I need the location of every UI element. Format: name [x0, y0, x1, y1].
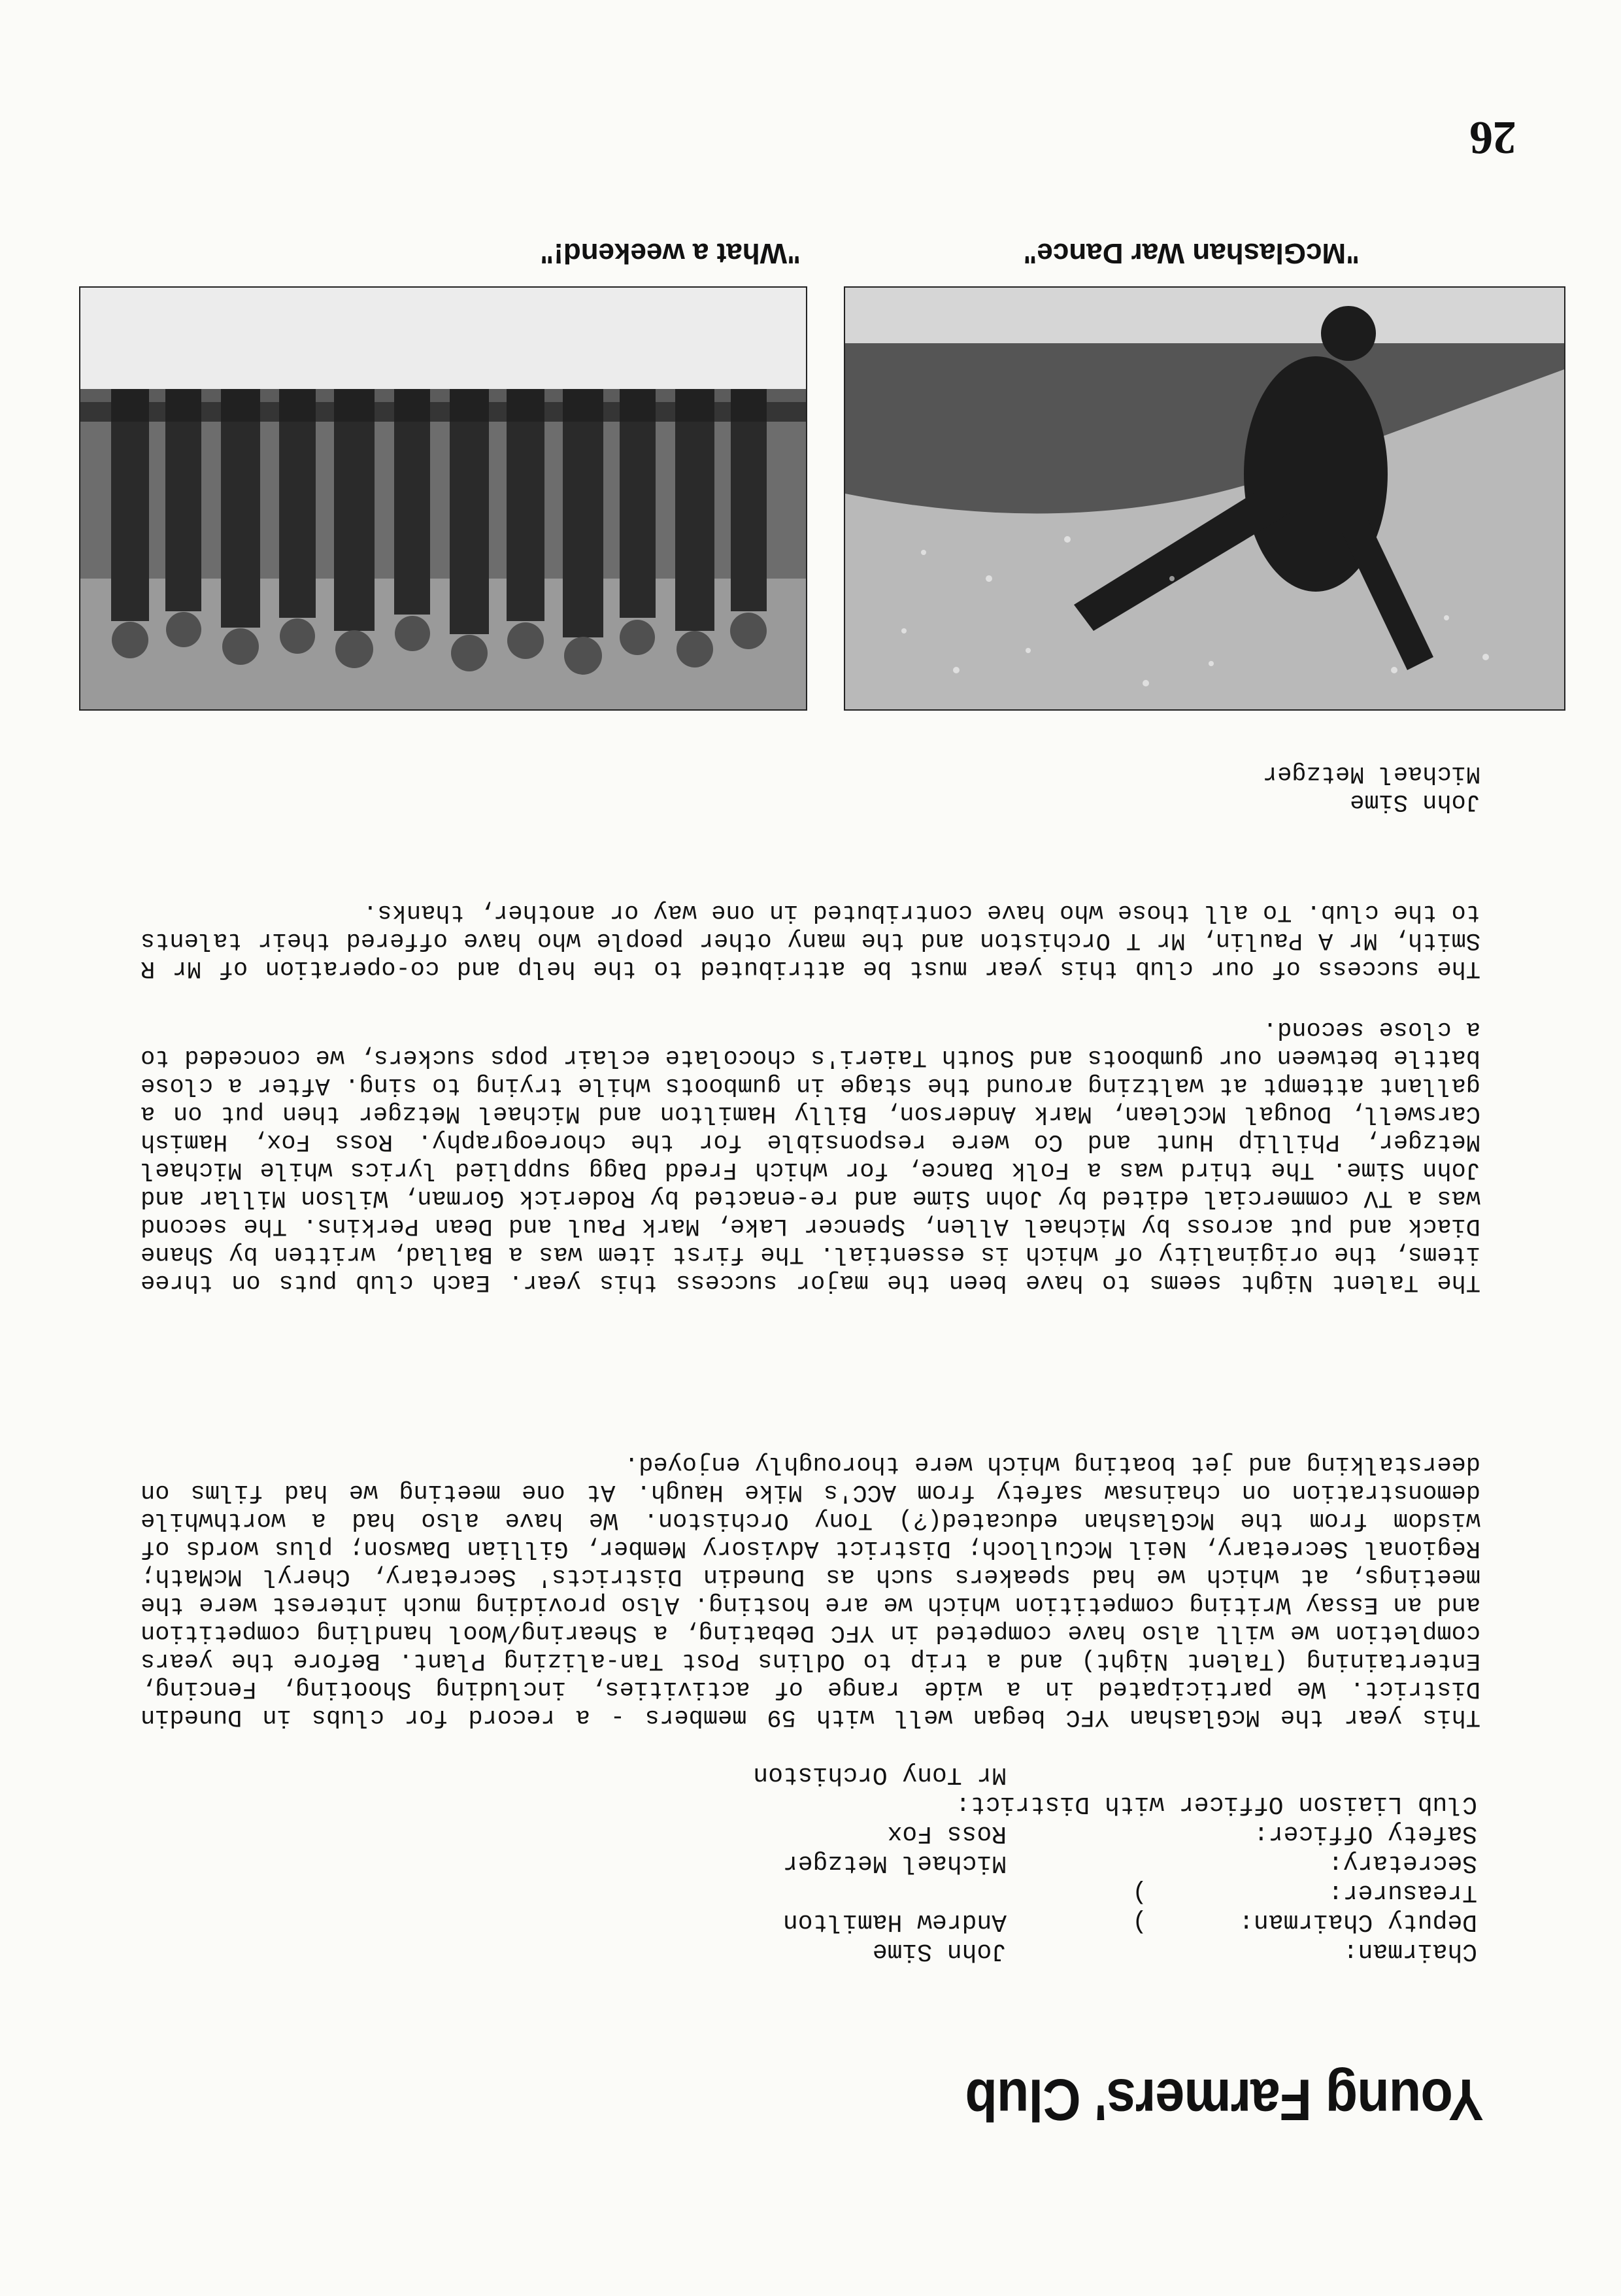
officer-row	[497, 1848, 1477, 1878]
officer-row	[497, 1760, 1477, 1789]
officers-list	[497, 1760, 1477, 1966]
officer-name: Andrew Hamilton	[782, 1908, 1007, 1936]
signoff-name: John Sime	[1350, 788, 1480, 815]
officer-role: Secretary:	[1328, 1849, 1477, 1877]
page-number: 26	[1469, 112, 1516, 164]
bracket: )	[1132, 1908, 1147, 1936]
officer-role: Club Liaison Officer with District:	[955, 1790, 1477, 1818]
officer-role: Safety Officer:	[1253, 1819, 1477, 1848]
officer-name: Mr Tony Orchiston	[753, 1761, 1007, 1789]
officer-name: John Sime	[872, 1937, 1007, 1965]
group-photo	[79, 286, 807, 711]
officer-row	[497, 1907, 1477, 1936]
bracket: )	[1132, 1878, 1147, 1906]
photo-caption: "McGlashan War Dance"	[1023, 237, 1360, 269]
officer-role: Chairman:	[1343, 1937, 1477, 1965]
signoff	[1263, 759, 1480, 815]
dance-photo	[844, 286, 1565, 711]
paragraph-talent-night: The Talent Night seems to have been the major success this year. Each club puts on three items, the originality of which is essential. The first item was a Ballad, written by Shane Diack and put across by Michael Allen, Spencer Lake, Mark Paul and Dean Perkins. The second was a TV commercial edited by John Sime and re-enacted by Roderick Gorman, Wilson Millar and John Sime. The third was a Folk Dance, for which Fredd Dagg supplied lyrics while Michael Metzger, Phillip Hunt and Co were responsible for the choreography. Ross Fox, Hamish Carswell, Dougal McClean, Mark Anderson, Billy Hamilton and Michael Metzger then put on a gallant attempt at waltzing around the stage in gumboots while trying to sing. After a close battle between our gumboots and South Taieri's chocolate eclair pops suckers, we conceded to a close second.	[141, 1015, 1480, 1296]
dance-photo-image	[845, 288, 1564, 709]
officer-name: Ross Fox	[887, 1819, 1007, 1848]
officer-row	[497, 1819, 1477, 1848]
officer-role: Deputy Chairman:	[1239, 1908, 1477, 1936]
officer-row	[497, 1936, 1477, 1966]
group-photo-image	[80, 288, 806, 709]
photo-caption: "What a weekend!"	[540, 237, 801, 269]
officer-role: Treasurer:	[1328, 1878, 1477, 1906]
signoff-name: Michael Metzger	[1262, 760, 1480, 787]
page-title: Young Farmers' Club	[965, 2067, 1484, 2132]
officer-row	[497, 1789, 1477, 1819]
officer-name: Michael Metzger	[782, 1849, 1007, 1877]
paragraph-activities: This year the McGlashan YFC began well with 59 members - a record for clubs in Dunedin District. We participated in a wide range of activities, including Shooting, Fencing, Entertaining (Talent Night) and a trip to Odlins Post Tan-alizing Plant. Before the years completion we will also have competed in YFC Debating, a Shearing/Wool handling competition and an Essay Writing competition which we are hosting. Also providing much interest were the meetings, at which we had speakers such as Dunedin Districts' Secretary, Cheryl McMath; Regional Secretary, Neil McCulloch; District Advisory Member, Gillian Dawson; plus words of wisdom from the McGlashan educated(?) Tony Orchiston. We have also had a worthwhile demonstration on chainsaw safety from ACC's Mike Haugh. At one meeting we had films on deerstalking and jet boating which were thoroughly enjoyed.	[141, 1450, 1480, 1730]
officer-row	[497, 1878, 1477, 1907]
paragraph-thanks: The success of our club this year must be attributed to the help and co-operation of Mr R Smith, Mr A Paulin, Mr T Orchiston and the many other people who have offered their talents to the club. To all those who have contributed in one way or another, thanks.	[141, 898, 1480, 982]
